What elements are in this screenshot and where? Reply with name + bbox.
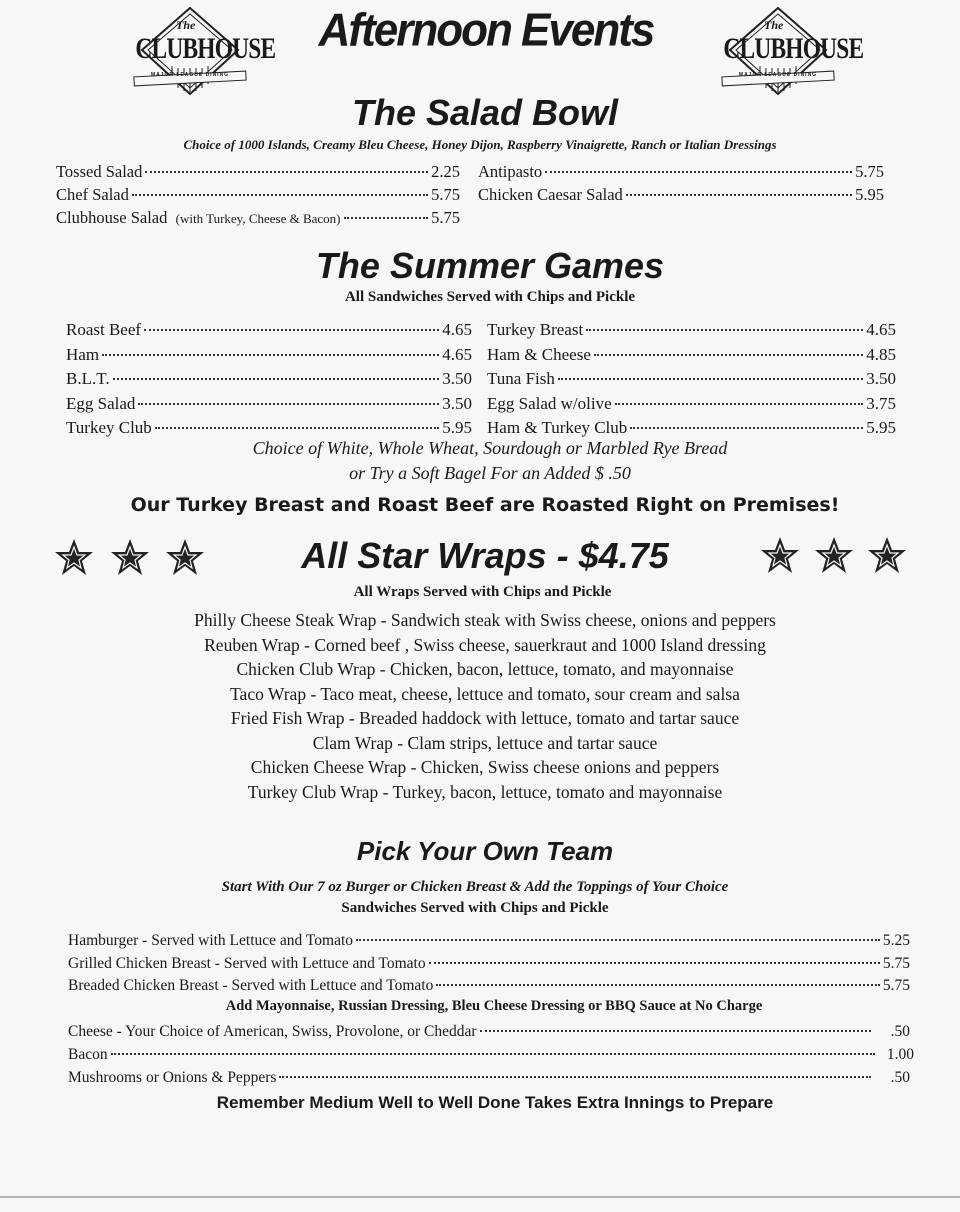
menu-item [68, 1043, 914, 1066]
page-edge-divider [0, 1196, 960, 1198]
item-price: 5.25 [882, 932, 910, 949]
logo-small-text: The [176, 18, 196, 32]
salad-right-column [478, 160, 884, 206]
dot-leader [155, 427, 439, 429]
item-name: Clubhouse Salad [56, 208, 168, 227]
team-toppings-list [68, 1020, 914, 1089]
item-name: Antipasto [478, 162, 543, 181]
item-price: 3.50 [866, 369, 896, 388]
dot-leader [615, 403, 864, 405]
item-price: 3.75 [866, 393, 896, 413]
item-name: Bacon [68, 1046, 108, 1063]
wrap-item: Chicken Club Wrap - Chicken, bacon, lettuce, tomato, and mayonnaise [236, 659, 734, 679]
dot-leader [102, 354, 439, 356]
menu-item [68, 975, 910, 998]
wrap-item: Clam Wrap - Clam strips, lettuce and tartar sauce [312, 732, 658, 753]
item-name: Roast Beef [66, 320, 142, 339]
dot-leader [429, 962, 880, 964]
dot-leader [111, 1053, 875, 1055]
item-name: Tuna Fish [487, 369, 555, 388]
wrap-item: Chicken Cheese Wrap - Chicken, Swiss cheese onions and peppers [250, 757, 720, 777]
dot-leader [144, 329, 439, 331]
item-name: Ham & Turkey Club [487, 418, 628, 437]
item-price: 2.25 [431, 162, 460, 181]
item-name: Ham & Cheese [487, 344, 591, 364]
item-price: 5.95 [855, 185, 884, 204]
page-title: Afternoon Events [318, 4, 654, 57]
wraps-section-title: All Star Wraps - $4.75 [301, 535, 669, 576]
item-price: 4.65 [442, 320, 472, 339]
summer-right-column [487, 318, 896, 441]
logo-text: CLUBHOUSE [135, 32, 276, 65]
item-name: Mushrooms or Onions & Peppers [68, 1069, 277, 1086]
team-sandwich-list [68, 930, 910, 998]
star-icon [760, 536, 800, 574]
item-price: 5.95 [866, 418, 896, 437]
item-name: Chicken Caesar Salad [478, 185, 623, 204]
item-name: Tossed Salad [56, 162, 143, 181]
item-name: Cheese - Your Choice of American, Swiss, Provolone, or Cheddar [68, 1023, 477, 1040]
menu-item [66, 392, 472, 417]
item-price: 5.95 [442, 418, 472, 437]
menu-item [487, 416, 896, 441]
salad-left-column [56, 160, 460, 230]
summer-subtitle: All Sandwiches Served with Chips and Pickle [344, 289, 636, 305]
item-name: Egg Salad [66, 393, 136, 413]
item-note: (with Turkey, Cheese & Bacon) [175, 211, 341, 226]
menu-item [68, 953, 910, 976]
menu-item [68, 1020, 914, 1043]
clubhouse-logo-right [708, 6, 864, 98]
wrap-item: Fried Fish Wrap - Breaded haddock with lettuce, tomato and tartar sauce [230, 708, 740, 728]
star-icon [110, 538, 150, 576]
wrap-item: Turkey Club Wrap - Turkey, bacon, lettuce, tomato and mayonnaise [247, 781, 723, 802]
team-section-title: Pick Your Own Team [356, 836, 614, 866]
wraps-subtitle: All Wraps Served with Chips and Pickle [353, 584, 612, 600]
menu-item [66, 367, 472, 392]
dot-leader [113, 378, 440, 380]
item-price: 5.75 [882, 954, 910, 972]
item-price: .50 [890, 1069, 910, 1086]
dot-leader [138, 403, 439, 405]
summer-section-title: The Summer Games [315, 245, 665, 286]
star-icon [54, 538, 94, 576]
salad-section-title: The Salad Bowl [351, 92, 619, 133]
item-name: Turkey Club [66, 418, 152, 437]
dot-leader [630, 427, 863, 429]
item-name: Chef Salad [56, 185, 129, 204]
menu-item [56, 206, 460, 230]
star-icon [814, 536, 854, 574]
team-subtitle-1: Start With Our 7 oz Burger or Chicken Breast & Add the Toppings of Your Choice [221, 879, 729, 895]
item-price: 5.75 [431, 185, 460, 204]
item-price: 5.75 [855, 162, 884, 181]
dot-leader [145, 171, 428, 173]
menu-item [56, 183, 460, 206]
item-price: .50 [890, 1023, 910, 1040]
bread-choice-line: Choice of White, Whole Wheat, Sourdough or Marbled Rye Bread [252, 438, 728, 458]
clubhouse-logo-left [120, 6, 276, 98]
logo-tagline: MAJOR LEAGUE DINING [738, 72, 818, 78]
logo-text: CLUBHOUSE [723, 32, 864, 65]
menu-item [68, 930, 910, 953]
menu-item [478, 183, 884, 206]
premises-note: Our Turkey Breast and Roast Beef are Roasted Right on Premises! [130, 494, 840, 516]
no-charge-note: Add Mayonnaise, Russian Dressing, Bleu Cheese Dressing or BBQ Sauce at No Charge [225, 998, 763, 1014]
dot-leader [480, 1030, 871, 1032]
star-icon [165, 538, 205, 576]
item-price: 3.50 [442, 369, 472, 388]
item-price: 1.00 [886, 1046, 914, 1063]
item-price: 4.65 [866, 320, 896, 339]
menu-item [487, 367, 896, 392]
wrap-item: Taco Wrap - Taco meat, cheese, lettuce and tomato, sour cream and salsa [230, 683, 740, 704]
dot-leader [436, 984, 880, 986]
dot-leader [626, 194, 852, 196]
item-price: 3.50 [442, 393, 472, 413]
menu-item [487, 343, 896, 368]
dot-leader [356, 939, 880, 941]
dot-leader [279, 1076, 871, 1078]
menu-item [478, 160, 884, 183]
logo-small-text: The [764, 18, 784, 32]
wraps-list [100, 608, 870, 804]
wrap-item: Philly Cheese Steak Wrap - Sandwich steak with Swiss cheese, onions and peppers [194, 610, 776, 630]
logo-tagline: MAJOR LEAGUE DINING [150, 72, 230, 78]
dot-leader [594, 354, 863, 356]
dot-leader [558, 378, 863, 380]
dot-leader [344, 217, 429, 219]
dot-leader [132, 194, 428, 196]
item-name: Grilled Chicken Breast - Served with Lettuce and Tomato [68, 954, 426, 972]
salad-dressings-note: Choice of 1000 Islands, Creamy Bleu Cheese, Honey Dijon, Raspberry Vinaigrette, Ranch or Italian Dressings [183, 137, 777, 152]
menu-item [68, 1066, 914, 1089]
item-price: 5.75 [431, 208, 460, 227]
item-name: Breaded Chicken Breast - Served with Lettuce and Tomato [68, 977, 434, 994]
star-icon [867, 536, 907, 574]
menu-item [66, 416, 472, 441]
menu-item [56, 160, 460, 183]
item-price: 4.85 [866, 344, 896, 364]
menu-item [487, 318, 896, 343]
menu-item [66, 318, 472, 343]
item-name: Turkey Breast [487, 320, 584, 339]
team-subtitle-2: Sandwiches Served with Chips and Pickle [341, 900, 609, 916]
item-price: 5.75 [882, 977, 910, 994]
item-name: Ham [66, 344, 100, 364]
menu-item [487, 392, 896, 417]
item-name: Egg Salad w/olive [487, 393, 612, 413]
item-name: B.L.T. [66, 369, 110, 388]
wrap-item: Reuben Wrap - Corned beef , Swiss cheese, sauerkraut and 1000 Island dressing [204, 634, 766, 655]
menu-item [66, 343, 472, 368]
item-price: 4.65 [442, 344, 472, 364]
dot-leader [586, 329, 863, 331]
reminder-note: Remember Medium Well to Well Done Takes Extra Innings to Prepare [216, 1093, 774, 1112]
bagel-line: or Try a Soft Bagel For an Added $ .50 [349, 463, 631, 483]
dot-leader [545, 171, 852, 173]
summer-left-column [66, 318, 472, 441]
item-name: Hamburger - Served with Lettuce and Tomato [68, 932, 354, 949]
